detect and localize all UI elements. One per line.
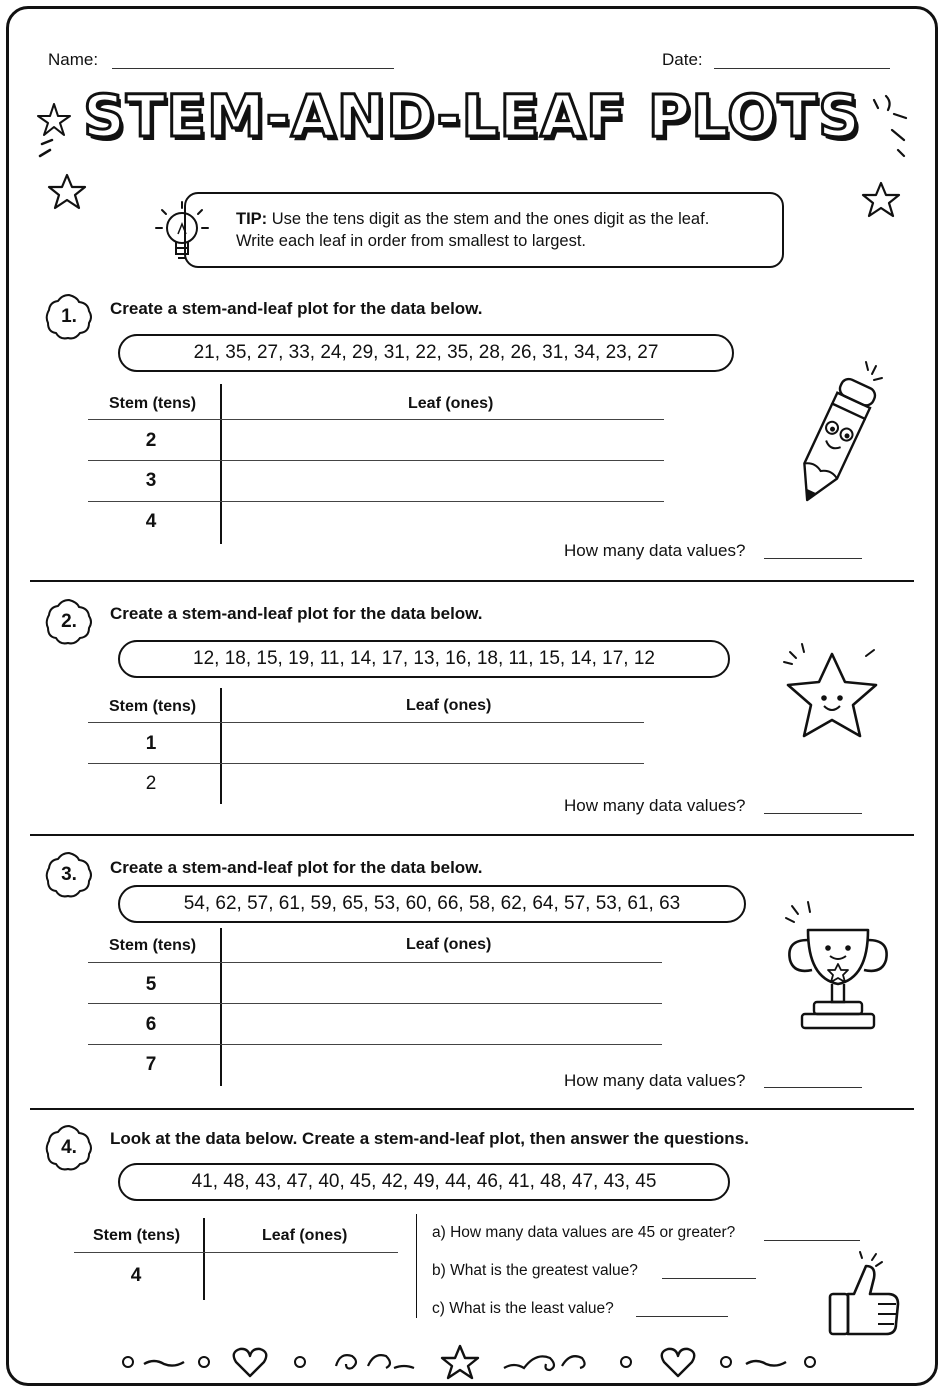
stem-value: 1 bbox=[145, 733, 157, 754]
tip-line-1: Use the tens digit as the stem and the ones digit as the leaf. bbox=[271, 210, 710, 228]
table-rule bbox=[88, 460, 664, 461]
leaf-header: Leaf (ones) bbox=[406, 936, 492, 953]
column-divider bbox=[416, 1214, 417, 1318]
trophy-mascot-icon bbox=[778, 898, 900, 1034]
count-answer-field[interactable] bbox=[764, 558, 862, 559]
table-rule bbox=[88, 722, 644, 723]
tip-label: TIP: bbox=[236, 210, 268, 228]
leaf-answer-field[interactable] bbox=[224, 421, 662, 459]
leaf-header: Leaf (ones) bbox=[262, 1227, 348, 1244]
section-divider bbox=[30, 1108, 914, 1110]
question-3-data: 54, 62, 57, 61, 59, 65, 53, 60, 66, 58, 62, 64, 57, 53, 61, 63 bbox=[118, 885, 746, 923]
table-rule bbox=[88, 1044, 662, 1045]
tip-box bbox=[184, 192, 784, 268]
question-3-number: 3. bbox=[44, 850, 94, 900]
table-rule bbox=[88, 419, 664, 420]
count-prompt: How many data values? bbox=[564, 1071, 746, 1090]
question-2-number: 2. bbox=[44, 597, 94, 647]
table-rule bbox=[88, 501, 664, 502]
sparkle-right-icon bbox=[864, 90, 914, 170]
section-divider bbox=[30, 834, 914, 836]
table-divider bbox=[203, 1218, 205, 1300]
question-4-data: 41, 48, 43, 47, 40, 45, 42, 49, 44, 46, 41, 48, 47, 43, 45 bbox=[118, 1163, 730, 1201]
leaf-header: Leaf (ones) bbox=[406, 697, 492, 714]
question-1-data: 21, 35, 27, 33, 24, 29, 31, 22, 35, 28, 26, 31, 34, 23, 27 bbox=[118, 334, 734, 372]
tip-line-2: Write each leaf in order from smallest to largest. bbox=[236, 232, 586, 250]
answer-4a-field[interactable] bbox=[764, 1240, 860, 1241]
table-divider bbox=[220, 928, 222, 1086]
table-divider bbox=[220, 688, 222, 804]
question-4b: b) What is the greatest value? bbox=[432, 1262, 638, 1279]
star-icon bbox=[46, 172, 88, 212]
leaf-answer-field[interactable] bbox=[224, 1005, 660, 1043]
leaf-answer-field[interactable] bbox=[207, 1254, 397, 1298]
name-label: Name: bbox=[48, 50, 99, 69]
thumbs-up-icon bbox=[820, 1248, 904, 1344]
stem-value: 5 bbox=[145, 974, 157, 995]
stem-header: Stem (tens) bbox=[109, 698, 197, 715]
table-rule bbox=[88, 763, 644, 764]
table-rule bbox=[74, 1252, 398, 1253]
question-1-prompt: Create a stem-and-leaf plot for the data below. bbox=[110, 299, 483, 318]
stem-header: Stem (tens) bbox=[93, 1227, 181, 1244]
table-rule bbox=[88, 1003, 662, 1004]
page-title: STEM-AND-LEAF PLOTS bbox=[83, 82, 861, 150]
pencil-mascot-icon bbox=[780, 356, 890, 520]
count-answer-field[interactable] bbox=[764, 1087, 862, 1088]
star-mascot-icon bbox=[778, 640, 890, 746]
footer-decoration bbox=[110, 1340, 830, 1384]
date-field[interactable] bbox=[714, 68, 890, 69]
table-rule bbox=[88, 962, 662, 963]
question-4-prompt: Look at the data below. Create a stem-and-leaf plot, then answer the questions. bbox=[110, 1129, 749, 1148]
answer-4b-field[interactable] bbox=[662, 1278, 756, 1279]
question-2-prompt: Create a stem-and-leaf plot for the data below. bbox=[110, 604, 483, 623]
table-divider bbox=[220, 384, 222, 544]
count-prompt: How many data values? bbox=[564, 796, 746, 815]
stem-header: Stem (tens) bbox=[109, 395, 197, 412]
stem-value: 2 bbox=[145, 773, 157, 794]
leaf-header: Leaf (ones) bbox=[408, 395, 494, 412]
name-field[interactable] bbox=[112, 68, 394, 69]
answer-4c-field[interactable] bbox=[636, 1316, 728, 1317]
leaf-answer-field[interactable] bbox=[224, 503, 662, 543]
stem-value: 6 bbox=[145, 1014, 157, 1035]
sparkle-left-icon bbox=[34, 96, 86, 166]
count-answer-field[interactable] bbox=[764, 813, 862, 814]
leaf-answer-field[interactable] bbox=[224, 462, 662, 500]
star-icon bbox=[860, 180, 902, 220]
question-3-prompt: Create a stem-and-leaf plot for the data below. bbox=[110, 858, 483, 877]
stem-value: 4 bbox=[130, 1265, 142, 1286]
question-2-data: 12, 18, 15, 19, 11, 14, 17, 13, 16, 18, 11, 15, 14, 17, 12 bbox=[118, 640, 730, 678]
leaf-answer-field[interactable] bbox=[224, 964, 660, 1002]
count-prompt: How many data values? bbox=[564, 541, 746, 560]
stem-value: 4 bbox=[145, 511, 157, 532]
stem-value: 2 bbox=[145, 430, 157, 451]
question-4a: a) How many data values are 45 or greater? bbox=[432, 1224, 736, 1241]
section-divider bbox=[30, 580, 914, 582]
stem-header: Stem (tens) bbox=[109, 937, 197, 954]
stem-value: 7 bbox=[145, 1054, 157, 1075]
leaf-answer-field[interactable] bbox=[224, 724, 642, 762]
date-label: Date: bbox=[662, 50, 703, 69]
question-4c: c) What is the least value? bbox=[432, 1300, 614, 1317]
question-4-number: 4. bbox=[44, 1123, 94, 1173]
question-1-number: 1. bbox=[44, 292, 94, 342]
stem-value: 3 bbox=[145, 470, 157, 491]
